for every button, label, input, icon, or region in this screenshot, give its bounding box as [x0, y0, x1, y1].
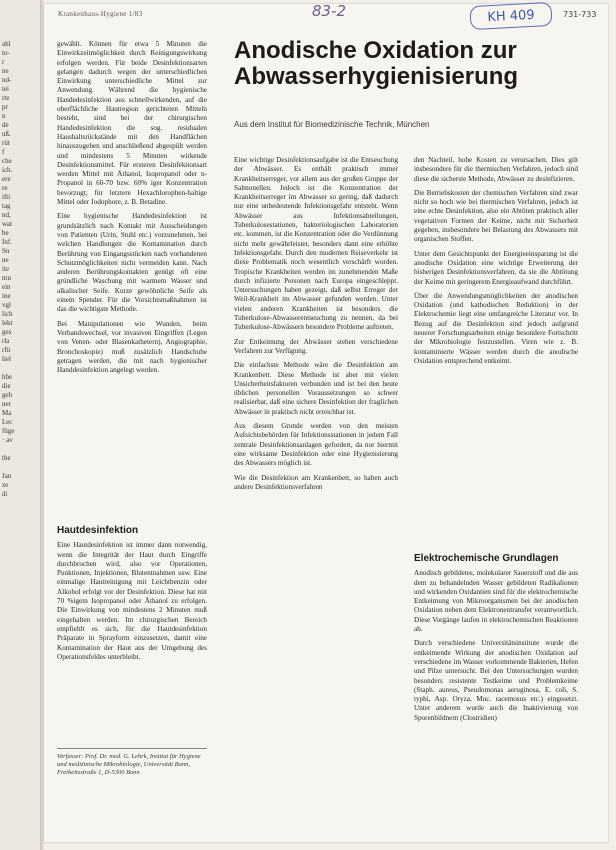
handwritten-note: 83-2	[312, 2, 347, 20]
paragraph: Wie die Desinfektion am Krankenbett, so haben auch andere Desinfektionsverfahren	[234, 473, 398, 491]
article-byline: Aus dem Institut für Biomedizinische Technik, München	[234, 120, 430, 129]
paragraph: Eine Hautdesinfektion ist immer dann notwendig, wenn die Integrität der Haut durch Eingriffe durchbrochen wird, also vor Operationen, Punktionen, Injektionen, Blutentnahmen usw. Eine einmalige Hautreinigung mit Leichtbenzin oder Alkohol erfolgt vor der Desinfektion. Diese hat mit 70 %igem Isopropanol oder Äthanol zu erfolgen. Die Einwirkung von mindestens 2 Minuten muß eingehalten werden. Im chirurgischen Bereich empfiehlt es sich, für die Hautdesinfektion Präparate in Sprayform einzusetzen, damit eine Kontamination der Haut aus der Umgebung des Operationsfeldes unterbleibt.	[57, 541, 207, 661]
archive-stamp: KH 409	[469, 2, 552, 30]
elektrochemie-section	[414, 548, 578, 728]
right-column-top	[414, 156, 578, 371]
paragraph: Anodisch gebildetes, molekularer Sauerstoff und die aus dem zu behandelnden Wasser gebildeten Radikalionen und wirkenden Oxidantien sind für die elektrochemische Entkeimung von Mikroorganismen bei der anodischen Oxidation neben dem Elektronentransfer verantwortlich. Diese Vorgänge laufen in elektrochemischen Reaktionen ab.	[414, 569, 578, 634]
paragraph: Durch verschiedene Universitätsinstitute wurde die entkeimende Wirkung der anodischen Oxidation auf verschiedene im Wasser vorkommende Bakterien, Hefen und Pilze untersucht. Bei den Untersuchungen wurden besonders resistente Testkeime und Problemkeime (Staph. aureus, Pseudomonas aeruginosa, E. coli, S. typhi, Asp. Oryza, Muc. racemosus etc.) eingesetzt. Unter anderem wurde auch die Inaktivierung von Sporenbildnern (Clostridien)	[414, 639, 578, 722]
article-title: Anodische Oxidation zur Abwasserhygienisierung	[234, 37, 519, 90]
paragraph: den Nachteil, hohe Kosten zu verursachen. Dies gilt insbesondere für die thermischen Verfahren, jedoch sind diese die sicherste Methode, Abwässer zu desinfizieren.	[414, 156, 578, 183]
left-column-top	[57, 40, 207, 380]
adjacent-page-text: ahl to- r ne nd- tei rte pr n de uß. rüt f che ich. ere re ifti tag nd, wat be Inf. Sn ne ite mu ein ine vgl lich lekt ges rla rfü liel hbe die geh ner Ma Lec füge · av the Jan ze di	[2, 40, 15, 498]
paragraph: Eine wichtige Desinfektionsaufgabe ist die Entseuchung der Abwässer. Es enthält praktisch immer Krankheitserreger, vor allem aus der großen Gruppe der Salmonellen. Jedoch ist die Konzentration der Krankheitserreger im Abwasser so gering, daß dadurch nur eine unbedeutende Infektionsgefahr entsteht. Wenn Abwässer aus Infektionsabteilungen, Tuberkulosestationen, bakteriologischen Laboratorien etc. kommen, ist die Konzentration oder die Verdünnung nicht mehr gewährleistet, besonders dann eine erhöhte Infektionsgefahr. Durch den modernen Reiseverkehr ist diese Problematik noch wesentlich verschärft worden. Tropische Krankheiten werden im zunehmenden Maße durch infizierte Personen nach Europa eingeschleppt. Untersuchungen haben gezeigt, daß selbst Erreger der Weil-Krankheit im Abwasser gefunden werden. Unter vielen anderen Krankheiten ist besonders die Tuberkulose-Abwasserentseuchung zu nennen, da bei Tuberkulose-Abwässern besondere Probleme auftreten.	[234, 156, 398, 332]
paragraph: Über die Anwendungsmöglichkeiten der anodischen Oxidation (und kathodischen Reduktion) in der Elektrochemie liegt eine umfangreiche Literatur vor. In Bezug auf die Desinfektion sind jedoch aufgrund neuerer Forschungsarbeiten einige besondere Fortschritt der Mikrobiologie festzustellen. Viren wie z. B. kontaminierte Wässer werden durch die anodische Oxidation entsprechend entkeimt.	[414, 291, 578, 365]
hautdesinfektion-section	[57, 520, 207, 667]
author-footnote: Verfasser: Prof. Dr. med. G. Lehrk, Institut für Hygiene und medizinische Mikrobiologie, Universität Bonn, Freiheitsstraße 1, D-5300 Bonn	[57, 748, 207, 777]
paragraph: Die Betriebskosten der chemischen Verfahren sind zwar nicht so hoch wie bei thermischen Verfahren, jedoch ist eine echte Desinfektion, also ein Abtöten praktisch aller vegetativen Formen der Keime, nicht mit Sicherheit gegeben, insbesondere bei Belastung des Abwassers mit organischen Stoffen.	[414, 188, 578, 244]
paragraph: Die einfachste Methode wäre die Desinfektion am Krankenbett. Diese Methode ist aber mit vielen Unsicherheitsfaktoren verbunden und ist bei den heute üblichen personellen Voraussetzungen so schwer realisierbar, daß eine sichere Desinfektion der fraglichen Abwässer in praktisch nicht erreichbar ist.	[234, 361, 398, 416]
paragraph: Bei Manipulationen wie Wunden, beim Verbandswechsel, vor invasiven Eingriffen (Legen von Venen- oder Blasenkathetern), Angiographie, Bronchoskopie) muß zusätzlich Handschuhe getragen werden, die mit nach hygienischer Handdesinfektion angelegt werden.	[57, 319, 207, 375]
paragraph: Zur Entkeimung der Abwässer stehen verschiedene Verfahren zur Verfügung.	[234, 337, 398, 355]
journal-header: Krankenhaus-Hygiene 1/83	[58, 10, 143, 18]
adjacent-page-strip	[0, 0, 44, 850]
paragraph: Unter dem Gesichtspunkt der Energieeinsparung ist die anodische Oxidation eine wichtige Erweiterung der bisherigen Desinfektionsverfahren, da sie die Abtötung der Keime mit geringerem Energieaufwand durchführt.	[414, 249, 578, 286]
paragraph: gewählt. Können für etwa 5 Minuten die Einwirkzeitmöglichkeit durch Reinigungswirkung erfolgen werden. Für beide Desinfektionsarten gelangen dadurch wegen der unterschiedlichen Einwirkung unterschiedliche Mittel zur Anwendung. Während die hygienische Handedesinfektion aus schnellwirkenden, auf die oberflächliche Hautregion gerichteten Mitteln besteht, sind bei der chirurgischen Handedesinfektion die sog. residualen Haushaltsrückstände mit den Handflächen hinauszugehen und anschließend abgespült werden und mindestens 5 Minuten wirkende Desinfektionsmittel. Für ersteren Desinfektionsart werden Mittel mit Äthanol, Isopropanol oder n-Propanol in 60-70 bzw. 60% iger Konzentration bevorzugt; für letztere Hexachlorophen-haltige Mittel oder Jodophore, z. B. Betadine.	[57, 40, 207, 207]
middle-column	[234, 156, 398, 497]
section-heading: Elektrochemische Grundlagen	[414, 553, 559, 564]
section-heading: Hautdesinfektion	[57, 525, 139, 536]
paragraph: Aus diesem Grunde werden von den meisten Aufsichtsbehörden für Infektionsstationen in jedem Fall zentrale Desinfektionsanlagen gefordert, da nur hiermit eine wirksame Desinfektion oder eine Hygienisierung des Abwassers möglich ist.	[234, 422, 398, 468]
page-range: 731-733	[563, 10, 597, 19]
paragraph: Eine hygienische Handedesinfektion ist grundsätzlich nach Kontakt mit Ausscheidungen von Patienten (Urin, Stuhl etc.) vorzunehmen, bei welchen Handlungen die Kontamination durch Berührung von Eingangsstücken nach vorhandenen Schutzmöglichkeiten nicht vermeiden kann. Nach anderen Berührungskontakten genügt oft eine gründliche Waschung mit warmem Wasser und alkalischer Seife. Kurze gewöhnliche Seife als einem Spender. Für die Vorsichtsmaßnahmen ist das die wichtigste Methode.	[57, 212, 207, 314]
